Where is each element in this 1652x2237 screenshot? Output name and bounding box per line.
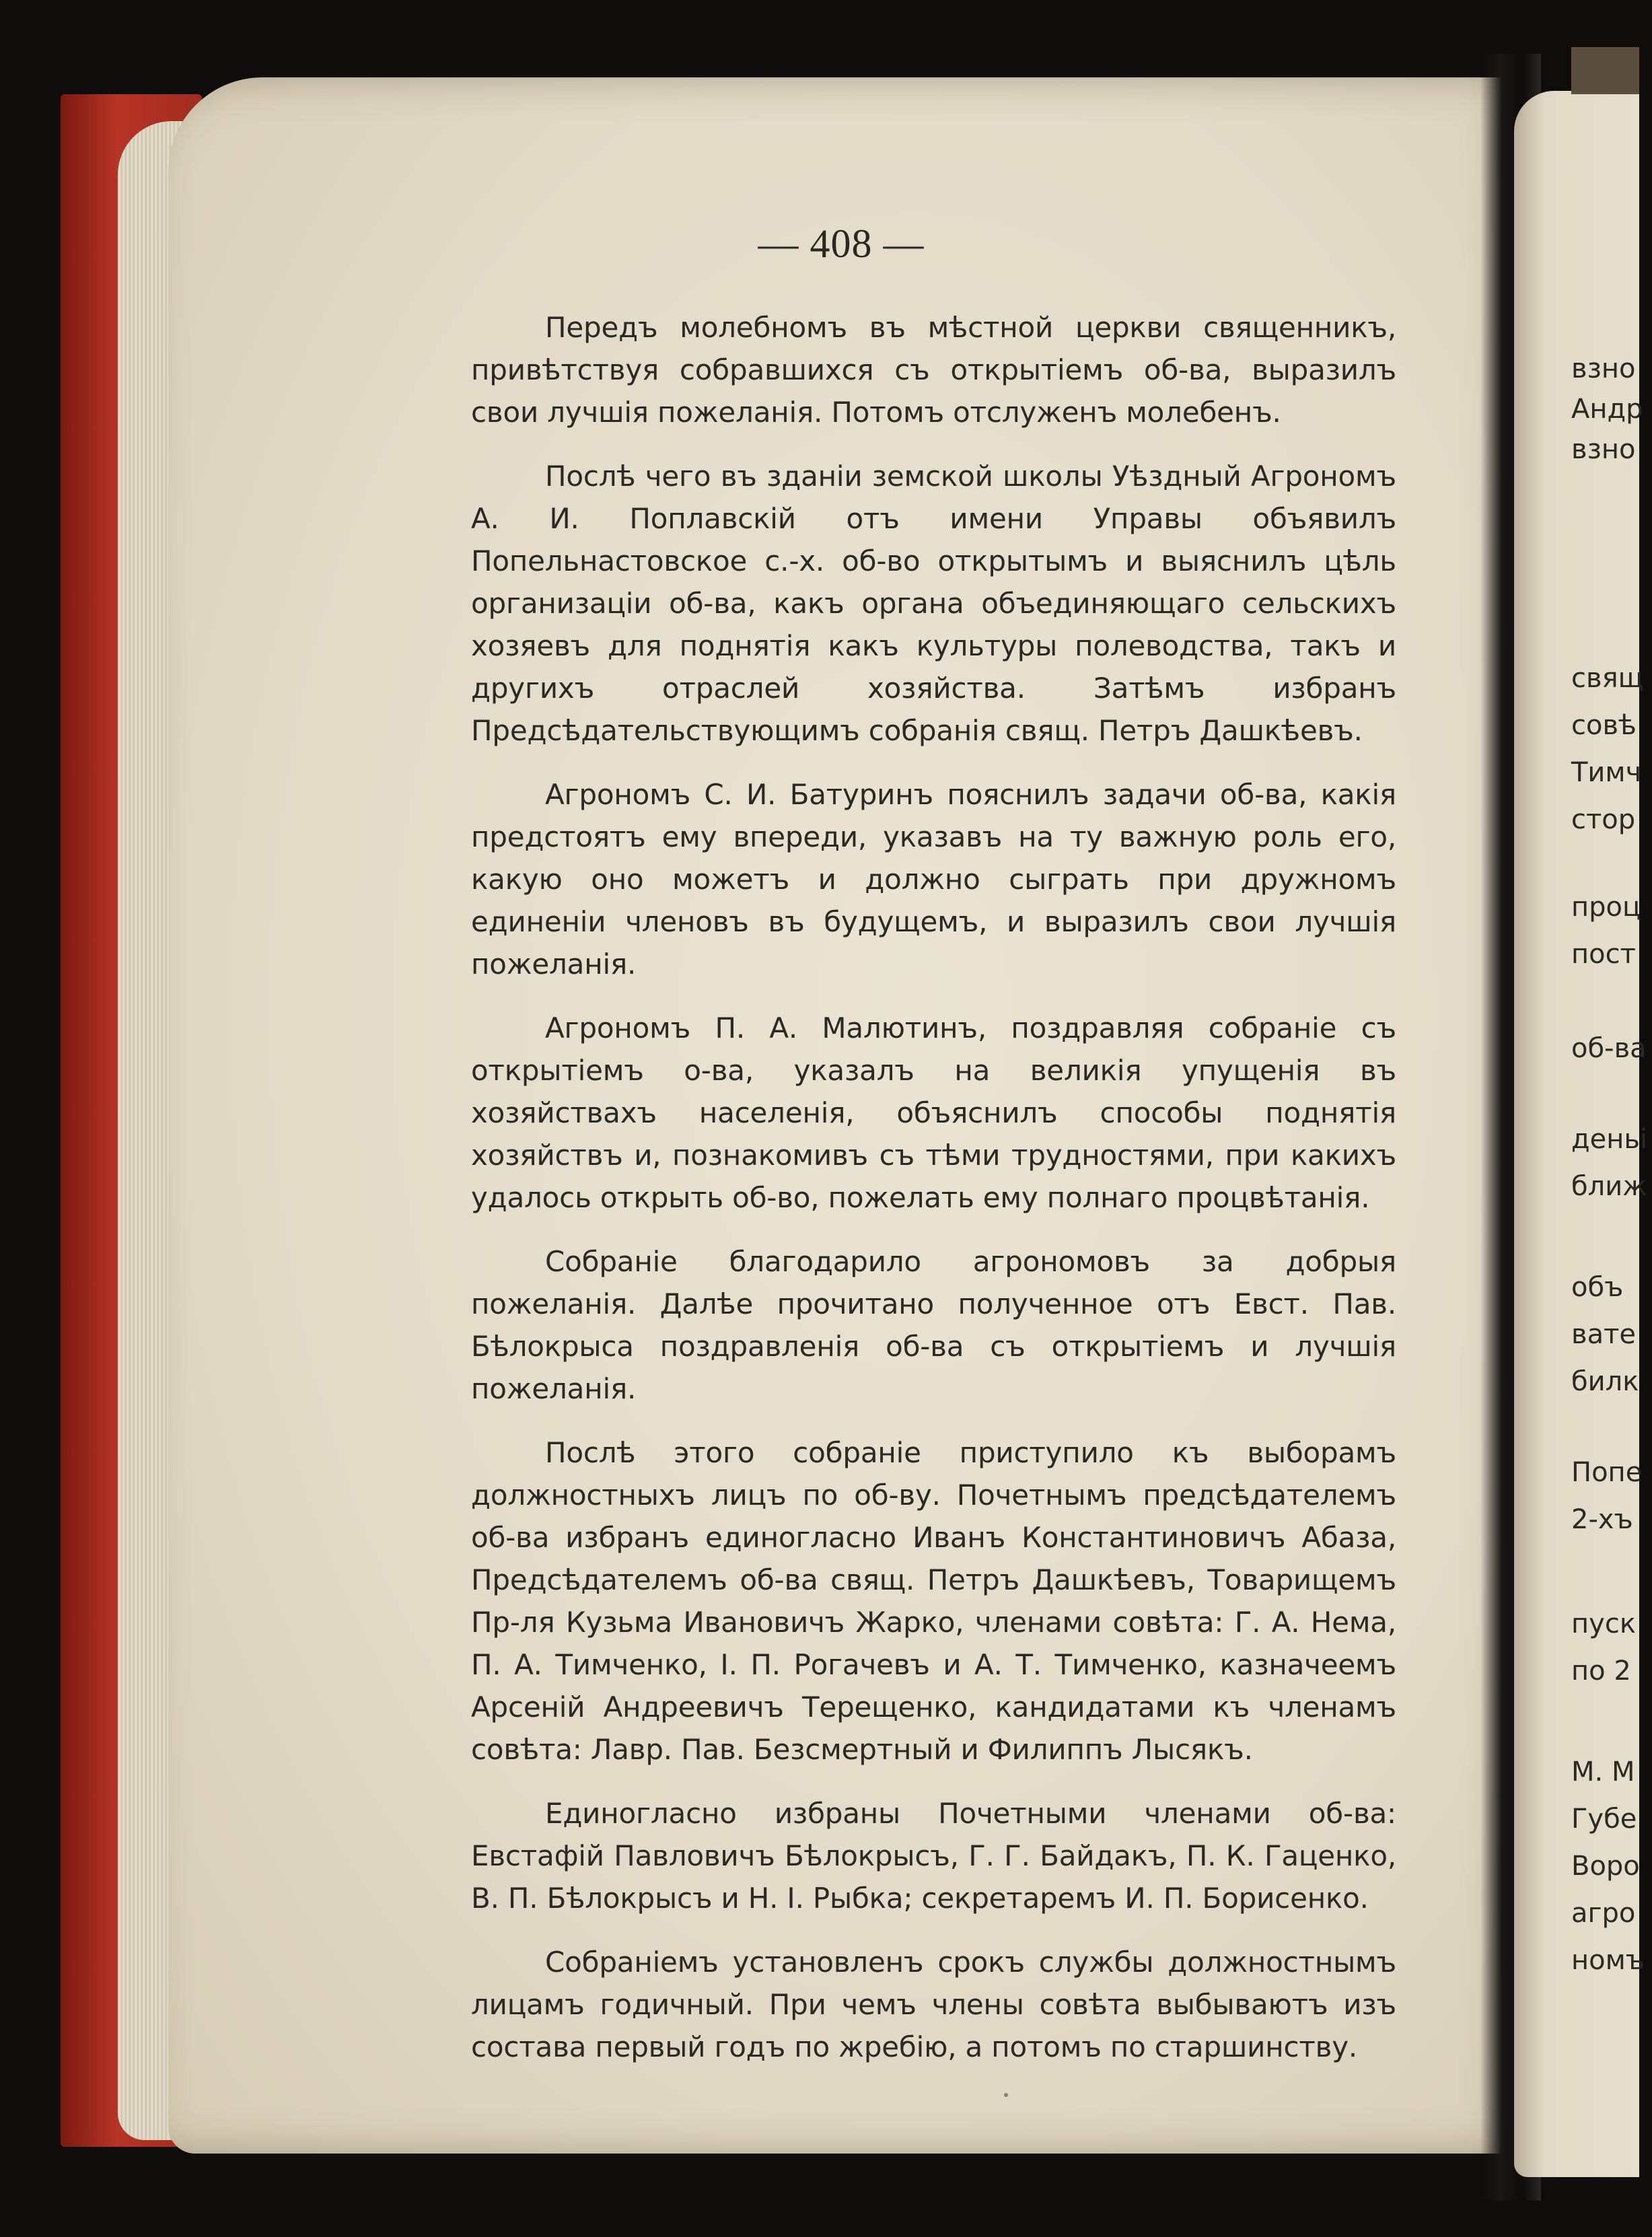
- facing-fragment: агро: [1571, 1898, 1636, 1929]
- paragraph: Собраніе благодарило агрономовъ за добрыя пожеланія. Далѣе прочитано полученное отъ Евст. Пав. Бѣлокрыса поздравленія об-ва съ открытіемъ и лучшія пожеланія.: [471, 1245, 1396, 1405]
- facing-fragment: пуск: [1571, 1608, 1636, 1639]
- facing-fragment: свящ: [1571, 663, 1644, 694]
- facing-fragment: деньі: [1571, 1124, 1648, 1155]
- facing-fragment: об-ва: [1571, 1033, 1647, 1064]
- facing-fragment: ближ: [1571, 1171, 1647, 1202]
- spine-corner: [1571, 47, 1639, 94]
- facing-fragment: совѣ: [1571, 710, 1637, 741]
- facing-fragment: М. М: [1571, 1756, 1635, 1787]
- page-number: — 408 —: [758, 221, 925, 266]
- facing-fragment: проц: [1571, 892, 1641, 923]
- facing-fragment: 2-хъ: [1571, 1504, 1633, 1535]
- facing-fragment: Воро: [1571, 1851, 1640, 1882]
- facing-fragment: вате: [1571, 1319, 1636, 1350]
- facing-fragment: билк: [1571, 1366, 1639, 1397]
- facing-fragment: Андр: [1571, 394, 1643, 425]
- paragraph: Агрономъ С. И. Батуринъ пояснилъ задачи об-ва, какія предстоятъ ему впереди, указавъ на ту важную роль его, какую оно можетъ и должно сыграть при дружномъ единеніи членовъ въ будущемъ, и выразилъ свои лучшія пожеланія.: [471, 778, 1396, 981]
- facing-fragment: стор: [1571, 804, 1636, 835]
- paragraph: Послѣ чего въ зданіи земской школы Уѣздный Агрономъ А. И. Поплавскій отъ имени Управы объявилъ Попельнастовское с.-х. об-во открытымъ и выяснилъ цѣль организаціи об-ва, какъ органа объединяющаго сельскихъ хозяевъ для поднятія какъ культуры полеводства, такъ и другихъ отраслей хозяйства. Затѣмъ избранъ Предсѣдательствующимъ собранія свящ. Петръ Дашкѣевъ.: [471, 460, 1396, 747]
- facing-fragment: Губе: [1571, 1804, 1637, 1835]
- facing-fragment: пост: [1571, 939, 1636, 970]
- facing-fragment: номъ: [1571, 1945, 1645, 1976]
- facing-fragment: Попе: [1571, 1457, 1643, 1488]
- facing-fragment: взно: [1571, 353, 1636, 384]
- facing-fragment: объ: [1571, 1272, 1624, 1303]
- facing-fragment: Тимч: [1571, 757, 1642, 788]
- paragraph: Собраніемъ установленъ срокъ службы должностнымъ лицамъ годичный. При чемъ члены совѣта выбываютъ изъ состава первый годъ по жребію, а потомъ по старшинству.: [471, 1946, 1396, 2063]
- page-body: [471, 306, 1396, 2090]
- facing-fragment: по 2: [1571, 1656, 1631, 1686]
- paragraph: Послѣ этого собраніе приступило къ выборамъ должностныхъ лицъ по об-ву. Почетнымъ предсѣдателемъ об-ва избранъ единогласно Иванъ Константиновичъ Абаза, Предсѣдателемъ об-ва свящ. Петръ Дашкѣевъ, Товарищемъ Пр-ля Кузьма Ивановичъ Жарко, членами совѣта: Г. А. Нема, П. А. Тимченко, І. П. Рогачевъ и А. Т. Тимченко, казначеемъ Арсеній Андреевичъ Терещенко, кандидатами къ членамъ совѣта: Лавр. Пав. Безсмертный и Филиппъ Лысякъ.: [471, 1436, 1396, 1766]
- paper-speck: [1004, 2093, 1008, 2097]
- paragraph: Единогласно избраны Почетными членами об-ва: Евстафій Павловичъ Бѣлокрысъ, Г. Г. Байдакъ, П. К. Гаценко, В. П. Бѣлокрысъ и Н. І. Рыбка; секретаремъ И. П. Борисенко.: [471, 1797, 1396, 1915]
- paragraph: Передъ молебномъ въ мѣстной церкви священникъ, привѣтствуя собравшихся съ открытіемъ об-ва, выразилъ свои лучшія пожеланія. Потомъ отслуженъ молебенъ.: [471, 311, 1396, 429]
- paragraph: Агрономъ П. А. Малютинъ, поздравляя собраніе съ открытіемъ о-ва, указалъ на великія упущенія въ хозяйствахъ населенія, объяснилъ способы поднятія хозяйствъ и, познакомивъ съ тѣми трудностями, при какихъ удалось открыть об-во, пожелать ему полнаго процвѣтанія.: [471, 1011, 1396, 1214]
- facing-fragment: взно: [1571, 434, 1636, 465]
